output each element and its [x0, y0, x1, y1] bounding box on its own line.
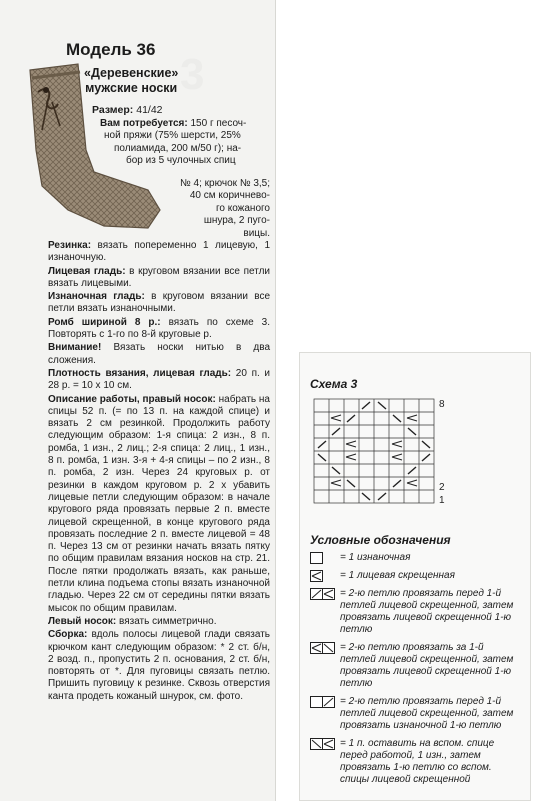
- section-attention: [48, 342, 270, 367]
- materials-right-line: шнура, 2 пуго-: [203, 215, 270, 227]
- section-label: Резинка:: [48, 240, 92, 251]
- model-title: Модель 36: [66, 40, 156, 59]
- legend-item: [310, 588, 522, 636]
- legend-text: = 1 лицевая скрещенная: [340, 570, 455, 581]
- section-label: Левый носок:: [48, 615, 117, 627]
- section-text: в круговом вязании все петли вязать лицевыми.: [48, 265, 270, 289]
- section-text: вдоль полосы лицевой глади связать крючком кант следующим образом: * 2 ст. б/н, 2 возд. п., пропустить 2 п. основания, 2 ст. б/н, повторять от *. Для пуговицы связать петлю. Пришить пуговицу к резинке. Сквозь отверстия канта продеть кожаный шнурок, см. фото.: [48, 629, 270, 702]
- section-label: Лицевая гладь:: [48, 265, 126, 277]
- legend-text: = 2-ю петлю провязать за 1-й петлей лицевой скрещенной, затем провязать лицевой скрещенной 1-ю петлю: [340, 642, 514, 689]
- section-label: Описание работы, правый носок:: [48, 393, 216, 405]
- section-label: Изнаночная гладь:: [48, 291, 145, 303]
- materials-right-line: 40 см коричнево-: [189, 190, 270, 202]
- cross-front-icon: [310, 588, 336, 600]
- section-label: Сборка:: [48, 629, 88, 641]
- cable-front-icon: [310, 738, 336, 750]
- decorative-background-numeral: 3: [180, 50, 207, 99]
- legend-text: = 1 изнаночная: [340, 552, 411, 563]
- section-text: набрать на спицы 52 п. (= по 13 п. на каждой спице) и вязать 2 см резинкой. Продолжить работу следующим образом: 1-я спица: 2 изн., 8 п. ромба, 1 изн., 2 лиц.; 2-я спица: 2 лиц., 1 изн., 8 п. ромба, 1 изн. 3-я + 4-я спицы – по 2 изн., 8 п. ромба, 2 изн. Через 24 круговых р. от резинки в каждом круговом р. 2 х убавить лицевые петли следующим образом: в начале кругового ряда провязать первые 2 п. вместе лицевой скрещенной, в конце кругового ряда провязать последние 2 п. вместе лицевой = 48 п. Через 13 см от резинки начать вязать пятку по общим правилам вязания носков на стр. 21. После пятки продолжать вязать, как раньше, петли клина подъема стопы вязать изнаночной гладью. Через 22 см от середины пятки вязать мысок по общим правилам.: [48, 393, 270, 614]
- size-value: 41/42: [136, 104, 163, 116]
- section-rib: [48, 240, 270, 265]
- legend-item: [310, 570, 522, 582]
- materials-text: 150 г песоч-: [190, 118, 247, 129]
- section-text: Вязать носки нитью в два сложения.: [48, 342, 271, 366]
- legend-item: [310, 552, 522, 564]
- section-left-sock: [48, 616, 270, 628]
- legend-item: [310, 738, 522, 786]
- materials-label: Вам потребуется:: [100, 118, 188, 129]
- cross-front-purl-icon: [310, 696, 336, 708]
- section-right-sock: [48, 394, 270, 615]
- knit-twisted-stitch-icon: [310, 570, 334, 582]
- materials-line-3: полиамида, 200 м/50 г); на-: [114, 142, 242, 154]
- materials-right-line: вицы.: [243, 227, 270, 239]
- section-text: вязать симметрично.: [119, 615, 217, 627]
- materials-line-1: [100, 118, 270, 130]
- row-label-1: 1: [439, 495, 445, 506]
- subtitle-line-2: мужские носки: [85, 81, 178, 95]
- purl-stitch-icon: [310, 552, 334, 564]
- model-subtitle: [84, 66, 178, 96]
- materials-block-right: [150, 178, 270, 240]
- section-label: Внимание!: [48, 342, 102, 354]
- row-label-2: 2: [439, 482, 445, 493]
- section-assembly: [48, 629, 270, 703]
- legend-title: Условные обозначения: [310, 533, 451, 547]
- schema-grid: [312, 397, 452, 517]
- section-text: в круговом вязании все петли вязать изнаночными.: [48, 291, 270, 315]
- section-reverse: [48, 291, 270, 316]
- legend-text: = 1 п. оставить на вспом. спице перед работой, 1 изн., затем провязать 1-ю петлю со вспом. спицы лицевой скрещенной: [340, 738, 495, 785]
- materials-right-line: го кожаного: [215, 202, 270, 214]
- section-text: 20 п. и 28 р. = 10 х 10 см.: [48, 367, 271, 392]
- schema-title: Схема 3: [310, 377, 358, 391]
- section-rhombus: [48, 317, 270, 342]
- size-label: Размер:: [92, 104, 134, 116]
- size-line: [92, 104, 163, 116]
- materials-line-2: ной пряжи (75% шерсти, 25%: [104, 130, 241, 142]
- section-label: Плотность вязания, лицевая гладь:: [48, 367, 232, 379]
- materials-right-line: № 4; крючок № 3,5;: [180, 178, 270, 189]
- row-label-8: 8: [439, 399, 445, 410]
- legend-text: = 2-ю петлю провязать перед 1-й петлей лицевой скрещенной, затем провязать изнаночной 1-ю петлю: [340, 696, 514, 731]
- instructions: [48, 240, 270, 704]
- legend: [310, 552, 522, 792]
- materials-line-4: бор из 5 чулочных спиц: [126, 155, 236, 167]
- section-text: вязать по схеме 3. Повторять с 1-го по 8-й круговые р.: [48, 316, 271, 341]
- section-text: вязать попеременно 1 лицевую, 1 изнаночную.: [48, 240, 270, 264]
- legend-item: [310, 696, 522, 732]
- materials-block: [100, 118, 270, 168]
- section-stockinette: [48, 266, 270, 291]
- section-gauge: [48, 368, 270, 393]
- legend-text: = 2-ю петлю провязать перед 1-й петлей лицевой скрещенной, затем провязать лицевой скрещенной 1-ю петлю: [340, 588, 514, 635]
- section-label: Ромб шириной 8 р.:: [48, 316, 161, 328]
- subtitle-line-1: «Деревенские»: [84, 66, 179, 80]
- schema-panel: [299, 352, 531, 801]
- legend-item: [310, 642, 522, 690]
- cross-back-icon: [310, 642, 336, 654]
